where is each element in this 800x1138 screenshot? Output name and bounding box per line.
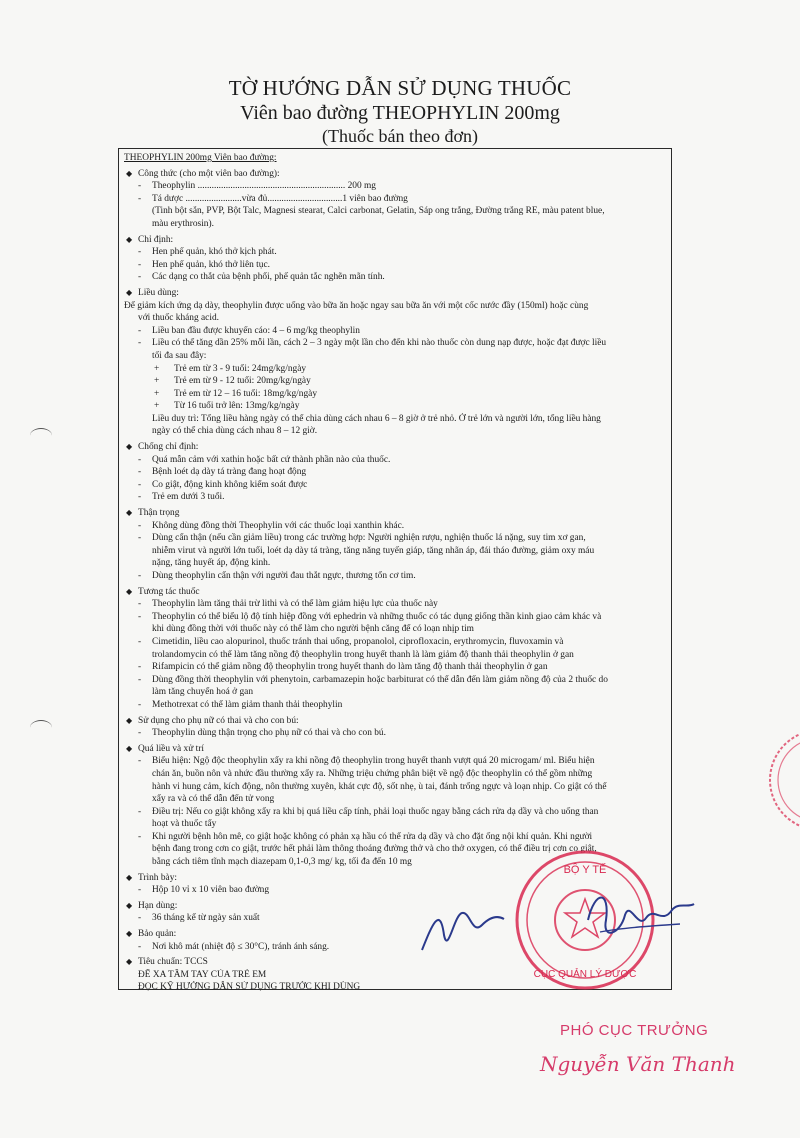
dosage-max-item: + Trẻ em từ 12 – 16 tuổi: 18mg/kg/ngày bbox=[154, 388, 318, 399]
diamond-bullet-icon: ◆ bbox=[126, 508, 133, 518]
composition-item: - Tá dược ........................vừa đủ................................1 viên bao đường bbox=[138, 193, 408, 204]
section-interactions-heading: ◆ Tương tác thuốc bbox=[126, 586, 200, 597]
composition-excipients: màu erythrosin). bbox=[152, 218, 214, 229]
contraindication-item: - Bệnh loét dạ dày tá tràng đang hoạt động bbox=[138, 467, 307, 478]
composition-excipients: (Tinh bột sắn, PVP, Bột Talc, Magnesi stearat, Calci carbonat, Gelatin, Sáp ong trắng, Đường trắng RE, màu patent blue, bbox=[152, 206, 605, 217]
precaution-item: - Không dùng đồng thời Theophylin với các thuốc loại xanthin khác. bbox=[138, 520, 405, 531]
dosage-max-item: + Từ 16 tuổi trở lên: 13mg/kg/ngày bbox=[154, 401, 300, 412]
dosage-item: - Liều có thể tăng dần 25% mỗi lần, cách 2 – 3 ngày một lần cho đến khi nào thuốc còn dung nạp được, hoặc đạt được liều bbox=[138, 338, 607, 349]
precaution-item-cont: nặng, tăng huyết áp, động kinh. bbox=[152, 558, 271, 569]
section-overdose-heading: ◆ Quá liều và xử trí bbox=[126, 743, 205, 754]
pregnancy-item: - Theophylin dùng thận trọng cho phụ nữ có thai và cho con bú. bbox=[138, 728, 386, 739]
signature-left bbox=[412, 895, 512, 965]
overdose-item-cont: hành vi hung cảm, kích động, nôn thường xuyên, khát cực độ, sốt nhẹ, ù tai, đánh trống ngực và loạn nhịp. Co giật có thể bbox=[152, 781, 607, 792]
interaction-item: - Rifampicin có thể giảm nồng độ theophylin trong huyết thanh do làm tăng độ thanh thải theophylin ở gan bbox=[138, 662, 548, 673]
product-line: THEOPHYLIN 200mg Viên bao đường: bbox=[124, 153, 277, 163]
section-indications-heading: ◆ Chỉ định: bbox=[126, 234, 174, 245]
section-composition-heading: ◆ Công thức (cho một viên bao đường): bbox=[126, 168, 280, 179]
indication-item: - Hen phế quản, khó thở liên tục. bbox=[138, 259, 270, 270]
overdose-item-cont: chán ăn, buồn nôn và nhức đầu thường xẩy ra. Những triệu chứng phân biệt về ngộ độc theophylin có thể gồm những bbox=[152, 768, 593, 779]
approval-name: Nguyễn Văn Thanh bbox=[540, 1052, 736, 1076]
dosage-item: - Liều ban đầu được khuyến cáo: 4 – 6 mg/kg theophylin bbox=[138, 325, 360, 336]
diamond-bullet-icon: ◆ bbox=[126, 929, 133, 939]
prescription-note: (Thuốc bán theo đơn) bbox=[322, 126, 478, 146]
contraindication-item: - Trẻ em dưới 3 tuổi. bbox=[138, 492, 225, 503]
section-contraindications-heading: ◆ Chống chỉ định: bbox=[126, 442, 199, 453]
standard-line: ◆ Tiêu chuẩn: TCCS bbox=[126, 957, 208, 968]
interaction-item: - Cimetidin, liều cao alopurinol, thuốc tránh thai uống, propanolol, ciprofloxacin, erythromycin, fluvoxamin và bbox=[138, 636, 564, 647]
approval-position: PHÓ CỤC TRƯỞNG bbox=[560, 1022, 709, 1039]
svg-text:BỘ Y TẾ: BỘ Y TẾ bbox=[563, 864, 607, 876]
interaction-item-cont: trolandomycin có thể làm tăng nồng độ theophylin trong huyết thanh là làm giảm độ thanh thải theophylin ở gan bbox=[152, 649, 574, 660]
warning-children: ĐỂ XA TẦM TAY CỦA TRẺ EM bbox=[138, 969, 267, 980]
section-precautions-heading: ◆ Thận trọng bbox=[126, 508, 180, 519]
overdose-item-cont: hoạt và thuốc tẩy bbox=[152, 819, 217, 830]
diamond-bullet-icon: ◆ bbox=[126, 234, 133, 244]
precaution-item: - Dùng cẩn thận (nếu cần giảm liều) trong các trường hợp: Người nghiện rượu, nghiện thuốc lá nặng, suy tim xơ gan, bbox=[138, 533, 586, 544]
interaction-item: - Dùng đồng thời theophylin với phenytoin, carbamazepin hoặc barbiturat có thể dẫn đến làm giảm nồng độ của 2 thuốc do bbox=[138, 674, 608, 685]
contraindication-item: - Co giật, động kinh không kiểm soát được bbox=[138, 479, 308, 490]
dosage-maintenance: ngày có thể chia dùng cách nhau 8 – 12 giờ. bbox=[152, 426, 318, 437]
precaution-item: - Dùng theophylin cẩn thận với người đau thắt ngực, thương tổn cơ tim. bbox=[138, 571, 416, 581]
overdose-item-cont: xẩy ra và có thể dẫn đến tử vong bbox=[152, 794, 275, 805]
document-subtitle: Viên bao đường THEOPHYLIN 200mg bbox=[240, 102, 560, 124]
interaction-item: - Theophylin làm tăng thải trừ lithi và có thể làm giảm hiệu lực của thuốc này bbox=[138, 599, 438, 610]
indication-item: - Hen phế quản, khó thở kịch phát. bbox=[138, 247, 277, 258]
plus-bullet-icon: + bbox=[154, 376, 160, 387]
section-presentation-heading: ◆ Trình bày: bbox=[126, 872, 177, 883]
margin-mark bbox=[30, 720, 52, 735]
plus-bullet-icon: + bbox=[154, 363, 160, 374]
dosage-item-cont: tối đa sau đây: bbox=[152, 350, 207, 361]
overdose-item: - Điều trị: Nếu co giật không xẩy ra khi bị quá liều cấp tính, phải loại thuốc ngay bằng cách rửa dạ dầy và cho uống than bbox=[138, 806, 599, 817]
section-pregnancy-heading: ◆ Sử dụng cho phụ nữ có thai và cho con bú: bbox=[126, 715, 299, 726]
section-dosage-heading: ◆ Liều dùng: bbox=[126, 287, 179, 298]
diamond-bullet-icon: ◆ bbox=[126, 715, 133, 725]
section-storage-heading: ◆ Bảo quản: bbox=[126, 929, 177, 940]
interaction-item: - Methotrexat có thể làm giảm thanh thải theophylin bbox=[138, 699, 343, 710]
overdose-item-cont: bằng cách tiêm tĩnh mạch diazepam 0,1-0,3 mg/ kg, tối đa đến 10 mg bbox=[152, 857, 412, 868]
interaction-item-cont: làm tăng chuyển hoá ở gan bbox=[152, 687, 254, 698]
composition-item: - Theophylin ............................................................... 200 mg bbox=[138, 181, 376, 192]
diamond-bullet-icon: ◆ bbox=[126, 287, 133, 297]
plus-bullet-icon: + bbox=[154, 401, 160, 412]
diamond-bullet-icon: ◆ bbox=[126, 168, 133, 178]
precaution-item-cont: nhiễm virut và người lớn tuổi, loét dạ dày tá tràng, tăng năng tuyến giáp, tăng nhãn áp, đái tháo đường, giảm oxy máu bbox=[152, 545, 595, 556]
dosage-intro: với thuốc kháng acid. bbox=[138, 313, 219, 324]
presentation-item: - Hộp 10 vỉ x 10 viên bao đường bbox=[138, 885, 270, 896]
overdose-item: - Biểu hiện: Ngộ độc theophylin xẩy ra khi nồng độ theophylin trong huyết thanh vượt quá 20 microgam/ ml. Biểu hiện bbox=[138, 756, 595, 767]
signature-director bbox=[580, 880, 700, 950]
warning-read-instructions: ĐỌC KỸ HƯỚNG DẪN SỬ DỤNG TRƯỚC KHI DÙNG bbox=[138, 982, 361, 993]
expiry-item: - 36 tháng kể từ ngày sản xuất bbox=[138, 913, 260, 924]
interaction-item-cont: khi dùng đồng thời với thuốc này có thể làm cho người bệnh căng để có loạn nhịp tim bbox=[152, 624, 474, 635]
diamond-bullet-icon: ◆ bbox=[126, 900, 133, 910]
overdose-item: - Khi người bệnh hôn mê, co giật hoặc không có phản xạ hầu có thể rửa dạ dầy và cho đặt ống nội khí quản. Khi người bbox=[138, 831, 593, 842]
svg-text:CỤC QUẢN LÝ DƯỢC: CỤC QUẢN LÝ DƯỢC bbox=[533, 969, 637, 980]
dosage-max-item: + Trẻ em từ 3 - 9 tuổi: 24mg/kg/ngày bbox=[154, 363, 307, 374]
diamond-bullet-icon: ◆ bbox=[126, 442, 133, 452]
diamond-bullet-icon: ◆ bbox=[126, 586, 133, 596]
diamond-bullet-icon: ◆ bbox=[126, 957, 133, 967]
margin-mark bbox=[30, 428, 52, 443]
contraindication-item: - Quá mẫn cảm với xathin hoặc bất cứ thành phần nào của thuốc. bbox=[138, 454, 391, 465]
document-title: TỜ HƯỚNG DẪN SỬ DỤNG THUỐC bbox=[228, 76, 572, 100]
partial-stamp-edge bbox=[758, 720, 800, 840]
plus-bullet-icon: + bbox=[154, 388, 160, 399]
dosage-intro: Để giảm kích ứng dạ dày, theophylin được uống vào bữa ăn hoặc ngay sau bữa ăn với một cốc nước đầy (150ml) hoặc cùng bbox=[124, 300, 589, 311]
diamond-bullet-icon: ◆ bbox=[126, 872, 133, 882]
indication-item: - Các dạng co thắt của bệnh phổi, phế quản tắc nghẽn mãn tính. bbox=[138, 272, 385, 283]
dosage-maintenance: Liều duy trì: Tổng liều hàng ngày có thể chia dùng cách nhau 6 – 8 giờ ở trẻ nhỏ. Ở trẻ lớn và người lớn, tổng liều hàng bbox=[152, 413, 601, 424]
overdose-item-cont: bệnh đang trong cơn co giật, trước hết phải làm thông thoáng đường thở và cho thở oxygen, có thể điều trị cơn co giật, bbox=[152, 844, 597, 855]
storage-item: - Nơi khô mát (nhiệt độ ≤ 30°C), tránh ánh sáng. bbox=[138, 941, 330, 952]
section-expiry-heading: ◆ Hạn dùng: bbox=[126, 900, 178, 911]
dosage-max-item: + Trẻ em từ 9 - 12 tuổi: 20mg/kg/ngày bbox=[154, 376, 311, 387]
interaction-item: - Theophylin có thể biểu lộ độ tính hiệp đồng với ephedrin và những thuốc có tác dụng giống thần kinh giao cảm khác và bbox=[138, 611, 602, 622]
diamond-bullet-icon: ◆ bbox=[126, 743, 133, 753]
